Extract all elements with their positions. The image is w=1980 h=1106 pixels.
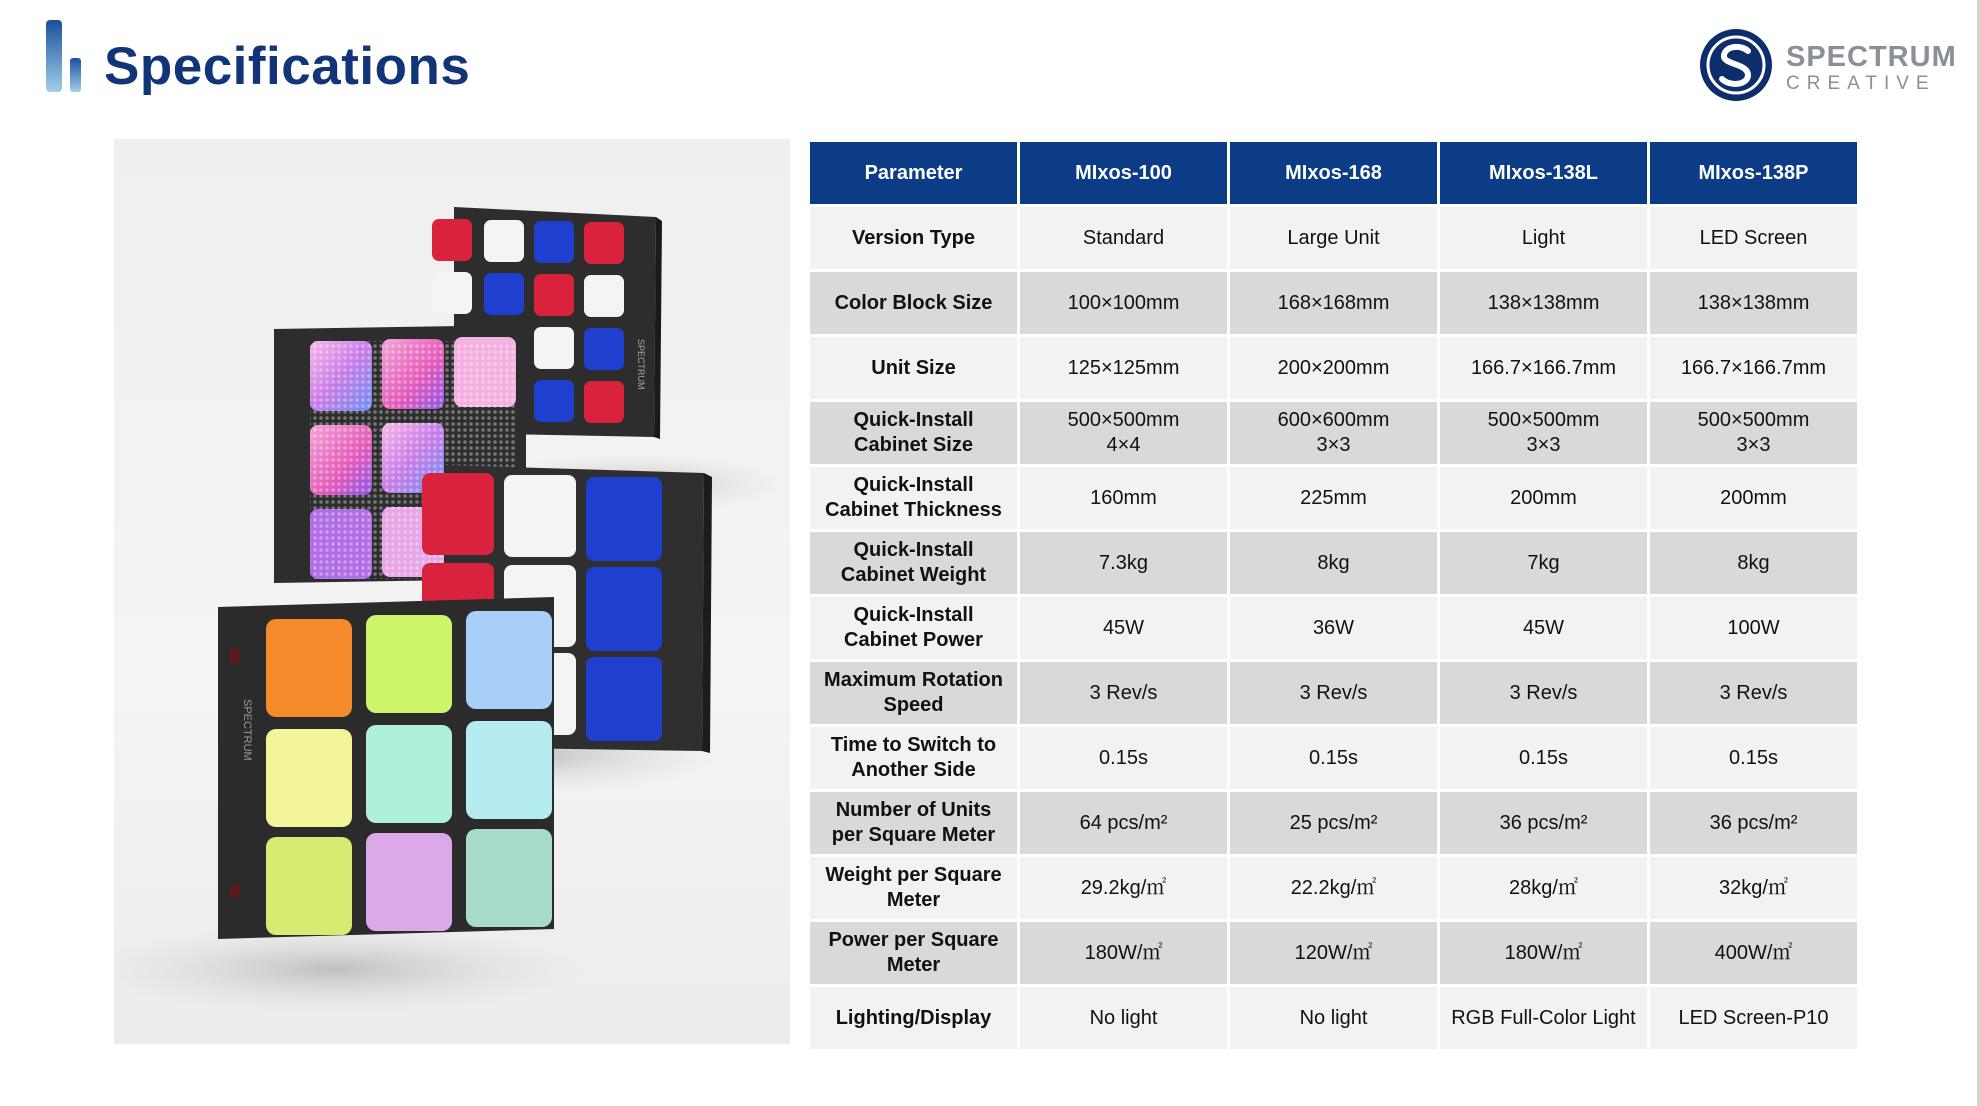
value-cell xyxy=(1650,922,1857,984)
value-cell xyxy=(1230,727,1437,789)
parameter-cell xyxy=(810,857,1017,919)
value-text: 45W xyxy=(1522,616,1565,639)
table-row xyxy=(810,597,1857,659)
value-cell xyxy=(1650,402,1857,464)
value-cell xyxy=(1020,662,1227,724)
value-cell xyxy=(1230,987,1437,1049)
value-cell xyxy=(1230,922,1437,984)
value-text: 100×100mm xyxy=(1067,291,1180,314)
parameter-cell xyxy=(810,207,1017,269)
page-title: Specifications xyxy=(104,37,471,96)
parameter-label: Version Type xyxy=(851,226,975,249)
value-text: 200×200mm xyxy=(1277,356,1390,379)
logo-word-creative: CREATIVE xyxy=(1786,73,1936,94)
value-cell xyxy=(1230,207,1437,269)
value-cell xyxy=(1230,467,1437,529)
value-text: 3 Rev/s xyxy=(1089,681,1158,704)
value-text: 0.15s xyxy=(1729,746,1778,769)
parameter-label: Cabinet Power xyxy=(844,629,983,651)
value-text: 100W xyxy=(1727,616,1780,639)
value-text: 138×138mm xyxy=(1487,291,1600,314)
value-text: 28kg/㎡ xyxy=(1509,876,1578,899)
table-row xyxy=(810,857,1857,919)
column-header-mixos-138l: MIxos-138L xyxy=(1440,142,1647,204)
value-cell xyxy=(1020,922,1227,984)
value-cell xyxy=(1020,402,1227,464)
value-cell xyxy=(1650,337,1857,399)
value-cell xyxy=(1440,207,1647,269)
parameter-label: per Square Meter xyxy=(831,824,996,846)
value-text: 29.2kg/㎡ xyxy=(1080,876,1167,899)
value-cell xyxy=(1650,532,1857,594)
value-cell xyxy=(1020,597,1227,659)
value-cell xyxy=(1440,402,1647,464)
parameter-label: Quick-Install xyxy=(853,539,974,561)
value-cell xyxy=(1230,662,1437,724)
table-row xyxy=(810,727,1857,789)
value-cell xyxy=(1440,857,1647,919)
value-text: LED Screen xyxy=(1699,226,1808,249)
value-text: 45W xyxy=(1102,616,1145,639)
value-cell xyxy=(1650,467,1857,529)
value-text: Large Unit xyxy=(1287,226,1380,249)
value-text: 8kg xyxy=(1317,551,1350,574)
value-text: 8kg xyxy=(1737,551,1770,574)
parameter-label: Number of Units xyxy=(835,799,992,821)
value-text: No light xyxy=(1089,1006,1158,1029)
table-row xyxy=(810,532,1857,594)
value-cell xyxy=(1650,857,1857,919)
value-cell xyxy=(1230,857,1437,919)
value-cell xyxy=(1650,792,1857,854)
value-text: 125×125mm xyxy=(1067,356,1180,379)
value-text: 500×500mm xyxy=(1487,409,1600,431)
value-text: 120W/㎡ xyxy=(1294,941,1373,964)
parameter-cell xyxy=(810,467,1017,529)
value-text: 200mm xyxy=(1720,486,1787,509)
value-text: 166.7×166.7mm xyxy=(1680,356,1827,379)
value-text: 168×168mm xyxy=(1277,291,1390,314)
panel-brand-text: SPECTRUM xyxy=(636,339,646,390)
value-text: 3 Rev/s xyxy=(1299,681,1368,704)
parameter-label: Color Block Size xyxy=(834,291,993,314)
value-cell xyxy=(1650,987,1857,1049)
value-cell xyxy=(1020,792,1227,854)
parameter-label: Another Side xyxy=(851,759,976,781)
table-row xyxy=(810,272,1857,334)
panel-brand-text-front: SPECTRUM xyxy=(241,699,253,761)
table-header-row xyxy=(810,142,1857,204)
value-cell xyxy=(1440,987,1647,1049)
value-cell xyxy=(1230,402,1437,464)
value-text: 4×4 xyxy=(1106,434,1141,456)
value-text: 7.3kg xyxy=(1099,551,1148,574)
parameter-label: Lighting/Display xyxy=(835,1006,992,1029)
value-cell xyxy=(1440,922,1647,984)
value-text: 138×138mm xyxy=(1697,291,1810,314)
table-row xyxy=(810,922,1857,984)
value-text: 400W/㎡ xyxy=(1714,941,1793,964)
spec-table xyxy=(807,139,1860,1052)
value-cell xyxy=(1230,337,1437,399)
column-header-mixos-168: MIxos-168 xyxy=(1230,142,1437,204)
table-row xyxy=(810,467,1857,529)
parameter-label: Cabinet Thickness xyxy=(825,499,1002,521)
parameter-cell xyxy=(810,402,1017,464)
value-cell xyxy=(1230,272,1437,334)
parameter-label: Quick-Install xyxy=(853,604,974,626)
parameter-label: Maximum Rotation xyxy=(824,669,1003,691)
value-text: RGB Full-Color Light xyxy=(1451,1006,1636,1029)
parameter-label: Power per Square xyxy=(828,929,999,951)
value-cell xyxy=(1440,727,1647,789)
value-text: 225mm xyxy=(1300,486,1367,509)
parameter-label: Meter xyxy=(886,954,941,976)
value-cell xyxy=(1440,337,1647,399)
value-cell xyxy=(1440,662,1647,724)
parameter-label: Time to Switch to xyxy=(830,734,997,756)
value-cell xyxy=(1020,207,1227,269)
value-cell xyxy=(1440,532,1647,594)
value-cell xyxy=(1650,662,1857,724)
table-row xyxy=(810,662,1857,724)
value-cell xyxy=(1650,597,1857,659)
parameter-label: Cabinet Weight xyxy=(840,564,987,586)
table-row xyxy=(810,792,1857,854)
value-text: 7kg xyxy=(1527,551,1560,574)
value-cell xyxy=(1020,467,1227,529)
value-text: 3×3 xyxy=(1736,434,1771,456)
value-cell xyxy=(1650,207,1857,269)
value-text: LED Screen-P10 xyxy=(1678,1006,1829,1029)
product-photo xyxy=(114,139,790,1044)
value-text: 180W/㎡ xyxy=(1504,941,1583,964)
value-text: No light xyxy=(1299,1006,1368,1029)
value-text: 32kg/㎡ xyxy=(1719,876,1788,899)
value-text: 0.15s xyxy=(1099,746,1148,769)
parameter-cell xyxy=(810,922,1017,984)
value-text: 36W xyxy=(1312,616,1355,639)
table-body xyxy=(810,207,1857,1049)
value-cell xyxy=(1020,337,1227,399)
value-text: 64 pcs/m² xyxy=(1079,811,1168,834)
parameter-cell xyxy=(810,987,1017,1049)
product-illustration xyxy=(114,139,790,1044)
table-row xyxy=(810,402,1857,464)
column-header-parameter: Parameter xyxy=(810,142,1017,204)
value-cell xyxy=(1020,987,1227,1049)
title-accent-icon xyxy=(46,20,86,92)
value-text: 3 Rev/s xyxy=(1509,681,1578,704)
value-cell xyxy=(1020,532,1227,594)
value-text: 200mm xyxy=(1510,486,1577,509)
parameter-cell xyxy=(810,662,1017,724)
value-text: 3×3 xyxy=(1316,434,1351,456)
parameter-label: Unit Size xyxy=(871,356,956,379)
parameter-cell xyxy=(810,532,1017,594)
value-cell xyxy=(1230,532,1437,594)
value-cell xyxy=(1440,467,1647,529)
value-text: 3 Rev/s xyxy=(1719,681,1788,704)
value-text: 36 pcs/m² xyxy=(1499,811,1588,834)
parameter-cell xyxy=(810,597,1017,659)
table-row xyxy=(810,987,1857,1049)
parameter-label: Quick-Install xyxy=(853,409,974,431)
column-header-mixos-100: MIxos-100 xyxy=(1020,142,1227,204)
table-row xyxy=(810,337,1857,399)
parameter-label: Speed xyxy=(883,694,944,716)
value-cell xyxy=(1230,792,1437,854)
value-text: 500×500mm xyxy=(1067,409,1180,431)
parameter-cell xyxy=(810,337,1017,399)
value-cell xyxy=(1230,597,1437,659)
parameter-label: Cabinet Size xyxy=(854,434,973,456)
parameter-cell xyxy=(810,792,1017,854)
parameter-label: Quick-Install xyxy=(853,474,974,496)
value-text: 3×3 xyxy=(1526,434,1561,456)
value-text: Light xyxy=(1521,226,1566,249)
value-cell xyxy=(1440,272,1647,334)
value-text: 22.2kg/㎡ xyxy=(1290,876,1377,899)
value-text: 160mm xyxy=(1090,486,1157,509)
value-cell xyxy=(1020,857,1227,919)
value-text: 500×500mm xyxy=(1697,409,1810,431)
value-text: 166.7×166.7mm xyxy=(1470,356,1617,379)
value-text: 36 pcs/m² xyxy=(1709,811,1798,834)
table-row xyxy=(810,207,1857,269)
value-cell xyxy=(1650,272,1857,334)
cabinet-front xyxy=(218,597,554,939)
value-cell xyxy=(1020,727,1227,789)
company-logo xyxy=(1698,27,1957,107)
value-cell xyxy=(1650,727,1857,789)
value-text: 0.15s xyxy=(1519,746,1568,769)
value-cell xyxy=(1440,597,1647,659)
value-text: 600×600mm xyxy=(1277,409,1390,431)
value-text: 180W/㎡ xyxy=(1084,941,1163,964)
logo-mark-icon xyxy=(1698,27,1774,103)
logo-word-spectrum: SPECTRUM xyxy=(1786,41,1957,73)
value-text: 25 pcs/m² xyxy=(1289,811,1378,834)
parameter-label: Meter xyxy=(886,889,941,911)
value-cell xyxy=(1440,792,1647,854)
value-cell xyxy=(1020,272,1227,334)
value-text: 0.15s xyxy=(1309,746,1358,769)
value-text: Standard xyxy=(1082,226,1165,249)
parameter-label: Weight per Square xyxy=(825,864,1002,886)
parameter-cell xyxy=(810,727,1017,789)
parameter-cell xyxy=(810,272,1017,334)
column-header-mixos-138p: MIxos-138P xyxy=(1650,142,1857,204)
